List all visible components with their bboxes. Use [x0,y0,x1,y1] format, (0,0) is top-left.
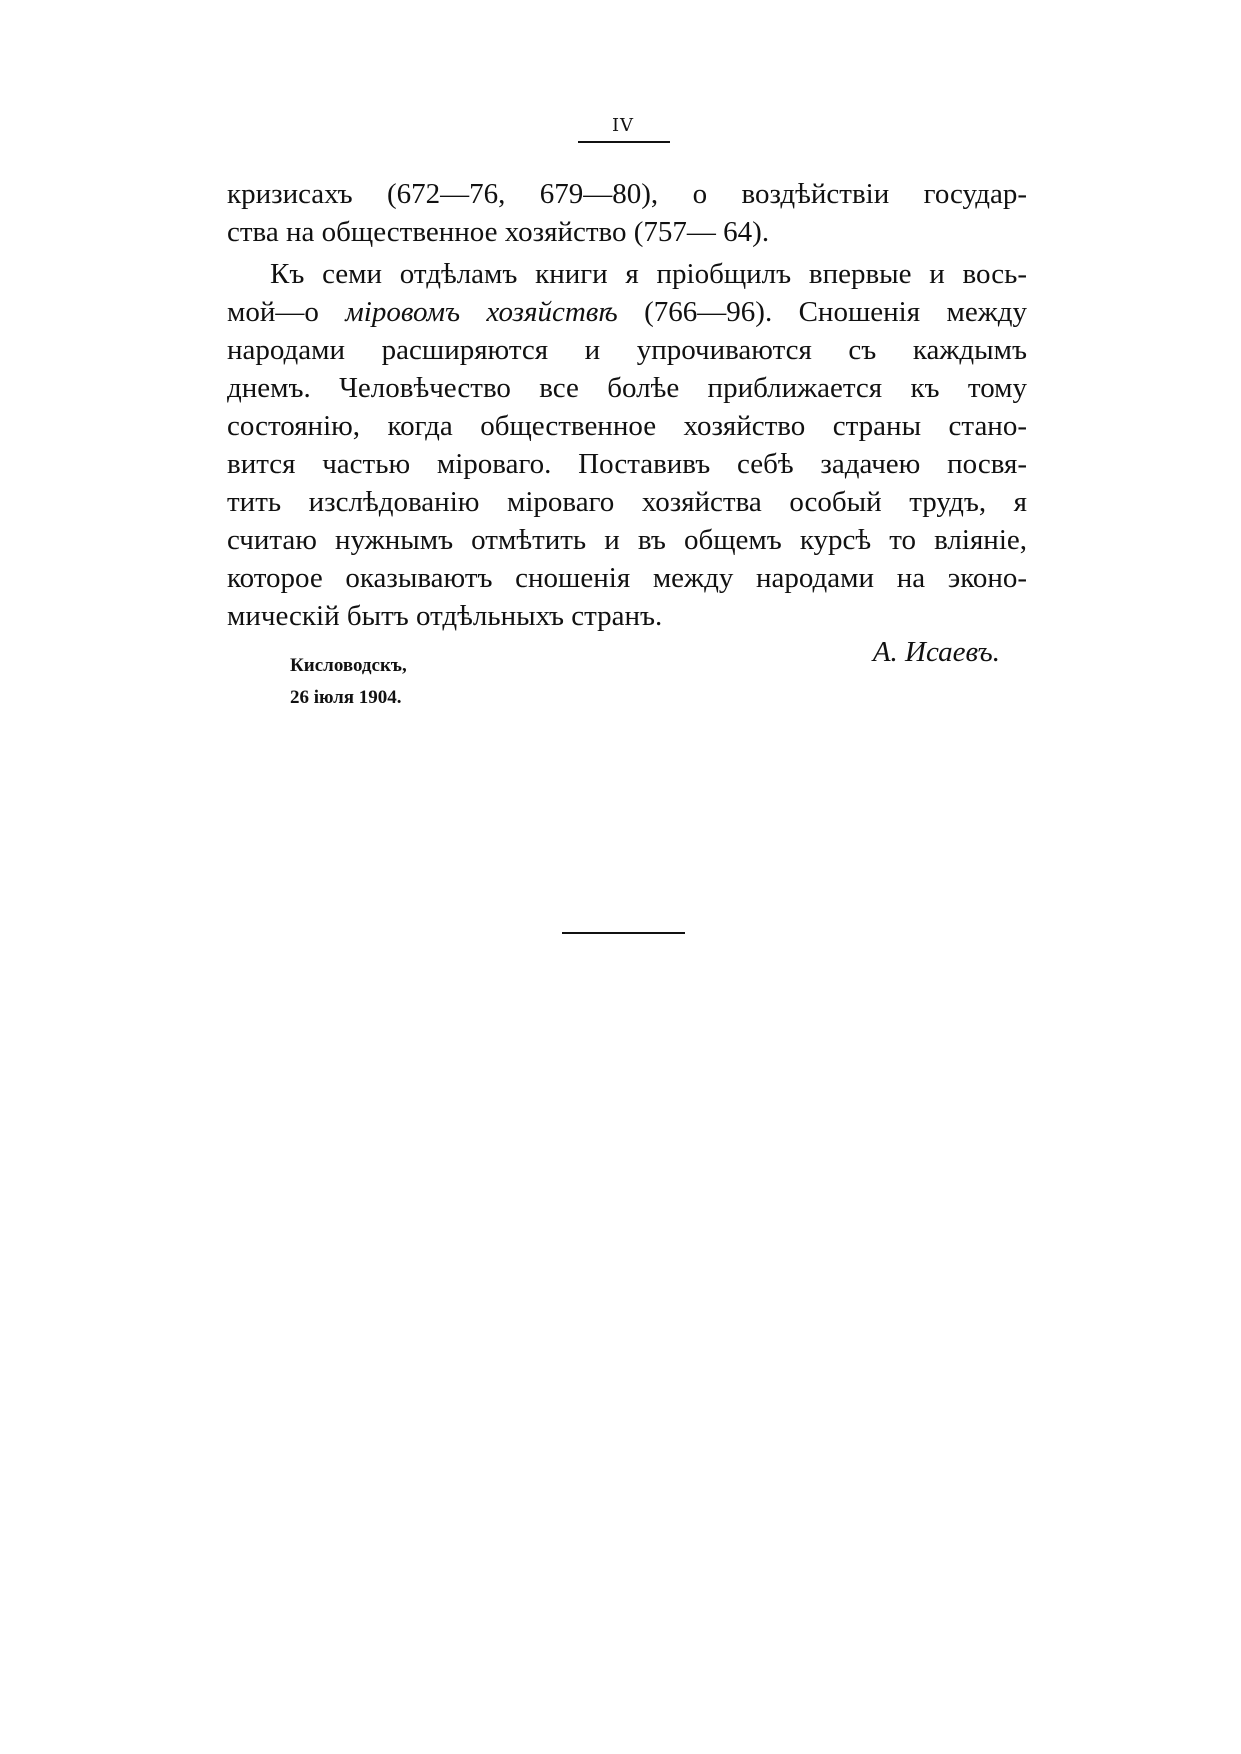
text-line: народами расширяются и упрочиваются съ каждымъ [227,334,1027,366]
text-segment: (766—96). Сношенія между [644,296,1027,328]
text-line: вится частью міроваго. Поставивъ себѣ задачею посвя- [227,448,1027,480]
page-number: IV [611,115,635,136]
text-line: тить изслѣдованію міроваго хозяйства особый трудъ, я [227,486,1027,518]
text-line: Къ семи отдѣламъ книги я пріобщилъ впервые и вось- [270,258,1027,290]
signature-place: Кисловодскъ, [290,655,407,676]
text-line: мическій бытъ отдѣльныхъ странъ. [227,600,663,632]
author-signature: А. Исаевъ. [872,636,1000,668]
text-line: кризисахъ (672—76, 679—80), о воздѣйствіи государ- [227,178,1027,210]
text-line: которое оказываютъ сношенія между народами на эконо- [227,562,1027,594]
text-line: ства на общественное хозяйство (757— 64). [227,216,770,248]
header-rule [578,141,670,143]
text-line [227,292,1027,332]
text-segment: мой—о [227,296,319,328]
signature-date: 26 іюля 1904. [290,687,402,708]
emphasis-text: міровомъ хозяйствѣ [345,296,618,328]
text-line: состоянію, когда общественное хозяйство страны стано- [227,410,1027,442]
text-line: днемъ. Человѣчество все болѣе приближается къ тому [227,372,1027,404]
end-rule [562,932,685,934]
text-line: считаю нужнымъ отмѣтить и въ общемъ курсѣ то вліяніе, [227,524,1027,556]
